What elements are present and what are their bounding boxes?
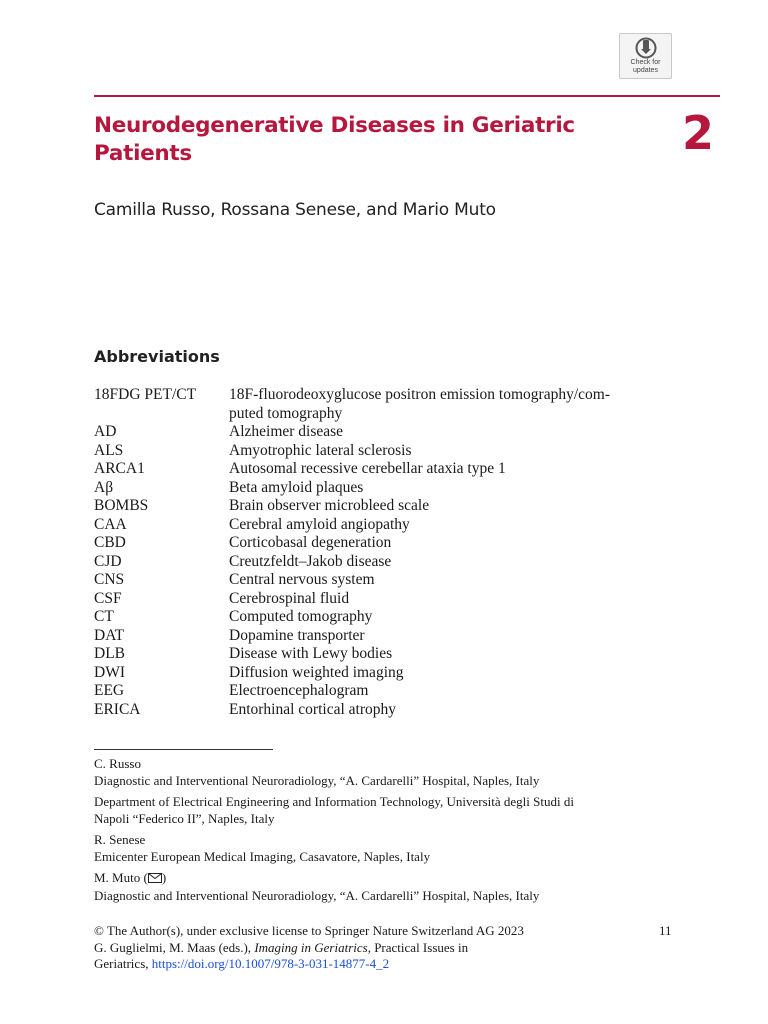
abbreviation-definition: Beta amyloid plaques	[229, 478, 364, 496]
doi-link[interactable]: https://doi.org/10.1007/978-3-031-14877-4_2	[151, 956, 390, 971]
abbreviation-term: CNS	[94, 571, 125, 588]
abbreviation-row	[94, 460, 674, 479]
abbreviation-row	[94, 386, 674, 405]
abbreviation-row	[94, 479, 674, 498]
abbreviation-definition: Disease with Lewy bodies	[229, 645, 393, 662]
abbreviation-row	[94, 645, 674, 664]
abbreviation-definition: Corticobasal degeneration	[229, 534, 392, 551]
abbreviation-definition: puted tomography	[229, 404, 343, 422]
abbreviation-definition: Cerebral amyloid angiopathy	[229, 515, 410, 533]
envelope-icon[interactable]	[148, 871, 162, 888]
abbreviation-row	[94, 682, 674, 701]
copyright-text: © The Author(s), under exclusive license to Springer Nature Switzerland AG 2023	[94, 923, 524, 938]
affiliation-text: Department of Electrical Engineering and Information Technology, Università degli Studi di	[94, 794, 574, 809]
abbreviation-term: CSF	[94, 589, 122, 607]
abbreviation-definition: Entorhinal cortical atrophy	[229, 700, 396, 718]
author-name: M. Muto (	[94, 870, 148, 885]
abbreviation-term: DAT	[94, 626, 125, 644]
affiliation-text: Napoli “Federico II”, Naples, Italy	[94, 810, 275, 826]
series-text: , Practical Issues in	[367, 939, 469, 955]
abbreviation-definition: Amyotrophic lateral sclerosis	[229, 441, 412, 459]
abbreviation-row	[94, 423, 674, 442]
abbreviation-row	[94, 497, 674, 516]
abbreviation-term: DLB	[94, 645, 125, 662]
abbreviation-term: CT	[94, 608, 114, 625]
chapter-authors: Camilla Russo, Rossana Senese, and Mario Muto	[94, 200, 496, 220]
abbreviation-row	[94, 516, 674, 535]
abbreviation-term: 18FDG PET/CT	[94, 386, 197, 403]
abbreviation-row	[94, 553, 674, 572]
affiliation-senese	[94, 832, 674, 865]
check-for-updates-badge[interactable]	[619, 33, 672, 79]
abbreviation-term: CJD	[94, 552, 122, 570]
abbreviation-row	[94, 664, 674, 683]
affiliation-text: Emicenter European Medical Imaging, Casavatore, Naples, Italy	[94, 848, 431, 864]
abbreviation-definition: Diffusion weighted imaging	[229, 663, 404, 681]
abbreviation-term: ALS	[94, 441, 124, 459]
affiliation-text: Diagnostic and Interventional Neuroradiology, “A. Cardarelli” Hospital, Naples, Italy	[94, 772, 540, 788]
chapter-title: Neurodegenerative Diseases in Geriatric Patients	[94, 113, 575, 166]
author-name: R. Senese	[94, 832, 146, 847]
chapter-top-rule	[94, 95, 720, 97]
abbreviation-term: CBD	[94, 534, 126, 551]
abbreviation-term	[94, 405, 229, 424]
abbreviation-definition: Cerebrospinal fluid	[229, 589, 350, 607]
abbreviation-term: DWI	[94, 663, 125, 681]
chapter-number: 2	[682, 106, 715, 160]
abbreviation-definition: Autosomal recessive cerebellar ataxia type 1	[229, 460, 506, 477]
badge-label	[620, 59, 671, 75]
book-title: Imaging in Geriatrics	[254, 939, 368, 955]
abbreviation-row	[94, 405, 674, 424]
abbreviation-term: CAA	[94, 515, 127, 533]
abbreviations-heading: Abbreviations	[94, 347, 220, 366]
abbreviation-definition: Brain observer microbleed scale	[229, 497, 430, 514]
author-affiliations	[94, 756, 674, 909]
abbreviation-row	[94, 701, 674, 720]
affiliation-text: Diagnostic and Interventional Neuroradiology, “A. Cardarelli” Hospital, Naples, Italy	[94, 887, 540, 903]
abbreviations-list	[94, 386, 674, 719]
badge-label-line1: Check for	[630, 59, 661, 66]
abbreviation-definition: Dopamine transporter	[229, 626, 365, 644]
page-number: 11	[659, 923, 672, 938]
author-name-close: )	[161, 870, 167, 885]
abbreviation-term: Aβ	[94, 478, 114, 496]
abbreviation-definition: Electroencephalogram	[229, 682, 369, 699]
affiliation-department	[94, 794, 674, 827]
abbreviation-row	[94, 590, 674, 609]
abbreviation-definition: 18F-fluorodeoxyglucose positron emission tomography/com-	[229, 386, 610, 403]
abbreviation-definition: Central nervous system	[229, 571, 375, 588]
abbreviation-term: ARCA1	[94, 460, 145, 477]
abbreviation-definition: Computed tomography	[229, 608, 373, 625]
footnote-rule	[94, 749, 273, 750]
abbreviation-term: EEG	[94, 682, 125, 699]
abbreviation-row	[94, 442, 674, 461]
abbreviation-definition: Creutzfeldt–Jakob disease	[229, 552, 392, 570]
series-text-cont: Geriatrics,	[94, 956, 152, 971]
copyright-footer	[94, 923, 594, 973]
abbreviation-term: ERICA	[94, 700, 141, 718]
abbreviation-row	[94, 608, 674, 627]
abbreviation-row	[94, 571, 674, 590]
editors-text: G. Guglielmi, M. Maas (eds.),	[94, 939, 255, 955]
author-name: C. Russo	[94, 756, 141, 771]
badge-label-line2: updates	[633, 67, 658, 74]
check-for-updates-icon	[633, 37, 659, 59]
abbreviation-definition: Alzheimer disease	[229, 423, 344, 440]
abbreviation-term: BOMBS	[94, 497, 149, 514]
affiliation-muto	[94, 870, 674, 904]
affiliation-russo	[94, 756, 674, 789]
abbreviation-row	[94, 534, 674, 553]
abbreviation-row	[94, 627, 674, 646]
abbreviation-term: AD	[94, 423, 117, 440]
